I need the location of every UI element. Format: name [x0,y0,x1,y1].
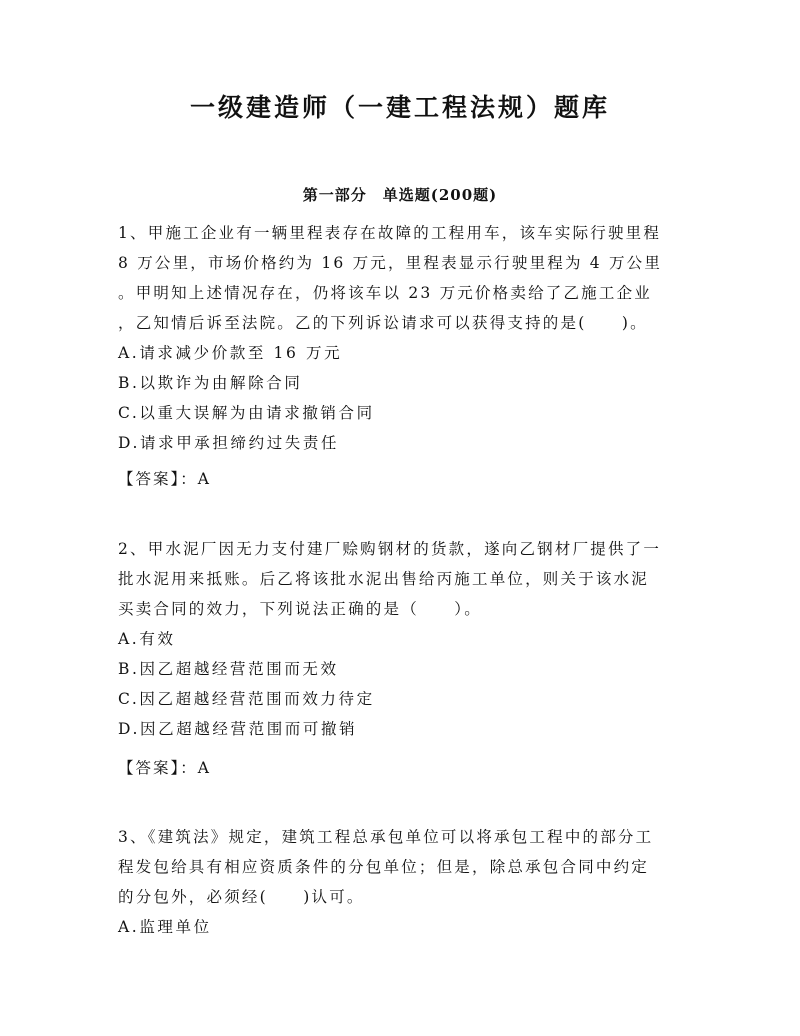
question-1 [118,218,688,458]
question-3 [118,822,688,942]
answer-2: 【答案】：A [118,759,211,777]
question-text-line: 程发包给具有相应资质条件的分包单位；但是，除总承包合同中约定 [118,858,650,876]
question-text-line: 2、甲水泥厂因无力支付建厂赊购钢材的货款，遂向乙钢材厂提供了一 [118,540,662,558]
option-c: C.因乙超越经营范围而效力待定 [118,690,375,708]
question-text-line: 3、《建筑法》规定，建筑工程总承包单位可以将承包工程中的部分工 [118,828,654,846]
option-c: C.以重大误解为由请求撤销合同 [118,404,375,422]
question-text-line: 买卖合同的效力，下列说法正确的是（ ）。 [118,600,482,618]
answer-1: 【答案】：A [118,470,211,488]
option-d: D.因乙超越经营范围而可撤销 [118,720,358,738]
section-name: 单选题(200题) [382,186,498,204]
option-b: B.以欺诈为由解除合同 [118,374,303,392]
question-2 [118,534,688,744]
document-title: 一级建造师（一建工程法规）题库 [189,93,610,122]
question-text-line: 的分包外，必须经( )认可。 [118,888,365,906]
section-part: 第一部分 [302,186,367,204]
section-heading [0,184,800,206]
option-b: B.因乙超越经营范围而无效 [118,660,339,678]
question-text-line: 批水泥用来抵账。后乙将该批水泥出售给丙施工单位，则关于该水泥 [118,570,650,588]
question-text-line: 8 万公里，市场价格约为 16 万元，里程表显示行驶里程为 4 万公里 [118,254,663,272]
option-a: A.有效 [118,630,176,648]
question-text-line: ，乙知情后诉至法院。乙的下列诉讼请求可以获得支持的是( )。 [118,314,648,332]
question-text-line: 。甲明知上述情况存在，仍将该车以 23 万元价格卖给了乙施工企业 [118,284,652,302]
option-d: D.请求甲承担缔约过失责任 [118,434,340,452]
option-a: A.请求减少价款至 16 万元 [118,344,343,362]
question-text-line: 1、甲施工企业有一辆里程表存在故障的工程用车，该车实际行驶里程 [118,224,662,242]
option-a: A.监理单位 [118,918,212,936]
